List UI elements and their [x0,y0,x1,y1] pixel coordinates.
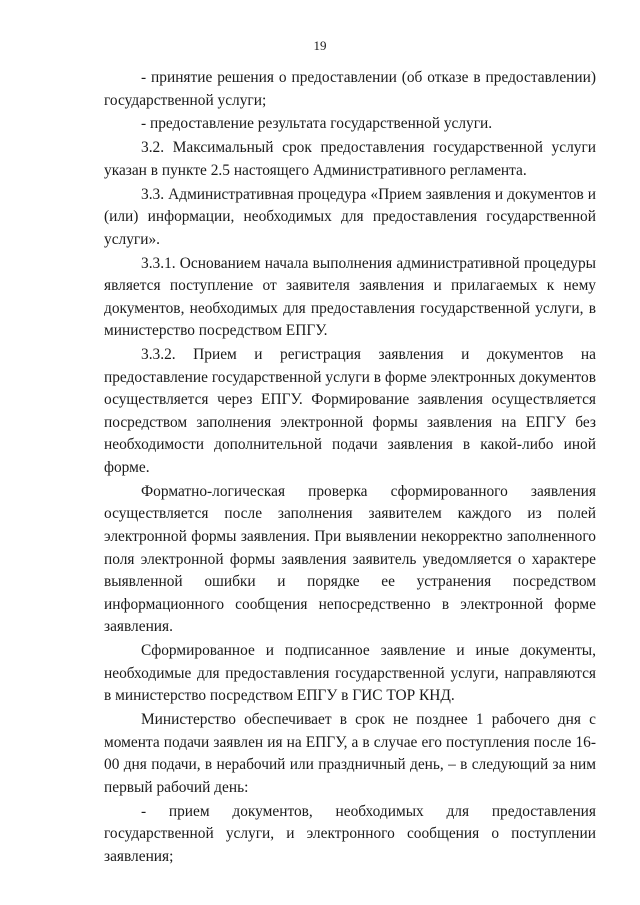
paragraph: 3.3.2. Прием и регистрация заявления и документов на предоставление государственной услуги в форме электронных документов осуществляется через ЕПГУ. Формирование заявления осуществляется посредством заполнения электронной формы заявления на ЕПГУ без необходимости дополнительной подачи заявления в какой-либо иной форме. [104,346,596,477]
paragraph: 3.3. Административная процедура «Прием заявления и документов и (или) информации, необходимых для предоставления государственной услуги». [104,185,596,248]
paragraph: 3.2. Максимальный срок предоставления государственной услуги указан в пункте 2.5 настоящего Административного регламента. [104,139,596,179]
paragraph: 3.3.1. Основанием начала выполнения административной процедуры является поступление от заявителя заявления и прилагаемых к нему документов, необходимых для предоставления государственной услуги, в министерство посредством ЕПГУ. [104,254,596,340]
paragraph: Сформированное и подписанное заявление и иные документы, необходимые для предоставления государственной услуги, направляются в министерство посредством ЕПГУ в ГИС ТОР КНД. [104,642,596,705]
page-number: 19 [313,38,327,53]
paragraph: - предоставление результата государственной услуги. [141,115,493,133]
paragraph: - прием документов, необходимых для предоставления государственной услуги, и электронного сообщения о поступлении заявления; [104,802,596,865]
paragraph: - принятие решения о предоставлении (об отказе в предоставлении) государственной услуги; [104,69,596,109]
document-body [104,67,596,870]
paragraph: Форматно-логическая проверка сформированного заявления осуществляется после заполнения заявителем каждого из полей электронной формы заявления. При выявлении некорректно заполненного поля электронной формы заявления заявитель уведомляется о характере выявленной ошибки и порядке ее устранения посредством информационного сообщения непосредственно в электронной форме заявления. [104,482,596,636]
paragraph: Министерство обеспечивает в срок не позднее 1 рабочего дня с момента подачи заявлен ия на ЕПГУ, а в случае его поступления после 16-00 дня подачи, в нерабочий или праздничный день, – в следующий за ним первый рабочий день: [104,711,596,796]
